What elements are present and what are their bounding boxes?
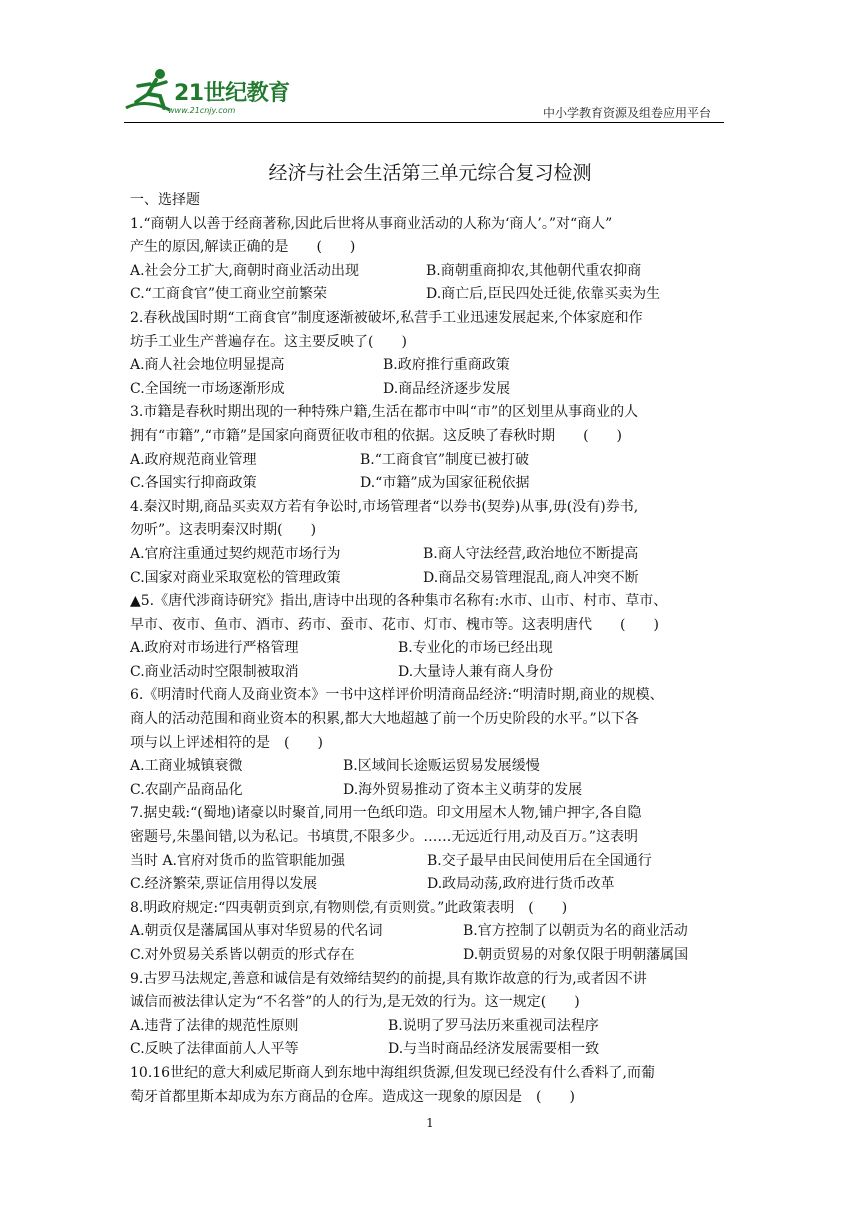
option-row <box>130 920 730 944</box>
answer-option[interactable]: 当时 A.官府对货币的监管职能加强 <box>130 852 346 869</box>
page-number: 1 <box>426 1116 434 1130</box>
answer-option[interactable]: C.商业活动时空限制被取消 <box>130 663 299 680</box>
answer-option[interactable]: B.政府推行重商政策 <box>383 357 510 374</box>
option-row <box>130 354 730 378</box>
answer-option[interactable]: C.反映了法律面前人人平等 <box>130 1041 299 1058</box>
page-title: 经济与社会生活第三单元综合复习检测 <box>268 162 592 184</box>
option-row <box>130 472 730 496</box>
question-stem-continued: 项与以上评述相符的是 ( ) <box>130 734 323 751</box>
logo-url: www.21cnjy.com <box>168 106 236 115</box>
question-stem: 2.春秋战国时期“工商食官”制度逐渐被破坏,私营手工业迅速发展起来,个体家庭和作 <box>130 309 643 326</box>
answer-option[interactable]: C.经济繁荣,票证信用得以发展 <box>130 876 318 893</box>
option-row <box>130 1038 730 1062</box>
answer-option[interactable]: A.官府注重通过契约规范市场行为 <box>130 545 341 562</box>
answer-option[interactable]: B.官方控制了以朝贡为名的商业活动 <box>463 923 688 940</box>
option-row <box>130 283 730 307</box>
answer-option[interactable]: C.对外贸易关系皆以朝贡的形式存在 <box>130 947 355 963</box>
answer-option[interactable]: B.交子最早由民间使用后在全国通行 <box>427 852 652 869</box>
option-row <box>130 661 730 685</box>
option-row <box>130 378 730 402</box>
question-stem-continued: 密题号,朱墨间错,以为私记。书填贯,不限多少。……无远近行用,动及百万。”这表明 <box>130 829 638 846</box>
answer-option[interactable]: C.“工商食官”使工商业空前繁荣 <box>130 286 327 303</box>
answer-option[interactable]: D.商亡后,臣民四处迁徙,依靠买卖为生 <box>426 286 661 303</box>
question-stem: 6.《明清时代商人及商业资本》一书中这样评价明清商品经济:“明清时期,商业的规模、 <box>130 687 664 704</box>
answer-option[interactable]: C.农副产品商品化 <box>130 781 243 798</box>
question-stem-continued: 拥有“市籍”,“市籍”是国家向商贾征收市租的依据。这反映了春秋时期 ( ) <box>130 427 623 444</box>
option-row <box>130 850 730 874</box>
answer-option[interactable]: D.朝贡贸易的对象仅限于明朝藩属国 <box>463 947 689 963</box>
option-row <box>130 755 730 779</box>
question-stem-continued: 勿听”。这表明秦汉时期( ) <box>130 522 317 539</box>
question-stem: 3.市籍是春秋时期出现的一种特殊户籍,生活在都市中叫“市”的区划里从事商业的人 <box>130 404 639 421</box>
question-stem-continued: 商人的活动范围和商业资本的积累,都大大地超越了前一个历史阶段的水平。”以下各 <box>130 711 639 728</box>
section-heading: 一、选择题 <box>130 192 200 208</box>
answer-option[interactable]: B.商朝重商抑农,其他朝代重农抑商 <box>426 262 642 279</box>
answer-option[interactable]: C.国家对商业采取宽松的管理政策 <box>130 569 341 586</box>
answer-option[interactable]: B.区域间长途贩运贸易发展缓慢 <box>343 758 540 775</box>
option-row <box>130 873 730 897</box>
question-stem-continued: 产生的原因,解读正确的是 ( ) <box>130 239 356 256</box>
question-stem: 7.据史载:“(蜀地)诸豪以时聚首,同用一色纸印造。印文用屋木人物,铺户押字,各自隐 <box>130 805 642 822</box>
answer-option[interactable]: D.商品交易管理混乱,商人冲突不断 <box>423 569 639 586</box>
answer-option[interactable]: A.政府规范商业管理 <box>130 451 257 468</box>
question-stem-continued: 早市、夜市、鱼市、酒市、药市、蚕市、花市、灯市、槐市等。这表明唐代 ( ) <box>130 616 659 633</box>
question-stem: ▲5.《唐代涉商诗研究》指出,唐诗中出现的各种集市名称有:水市、山市、村市、草市、 <box>130 593 668 610</box>
answer-option[interactable]: C.全国统一市场逐渐形成 <box>130 380 285 397</box>
answer-option[interactable]: B.说明了罗马法历来重视司法程序 <box>388 1017 599 1034</box>
question-stem-continued: 诚信而被法律认定为“不名誉”的人的行为,是无效的行为。这一规定( ) <box>130 994 580 1011</box>
question-stem: 1.“商朝人以善于经商著称,因此后世将从事商业活动的人称为‘商人’。”对“商人” <box>130 215 613 232</box>
answer-option[interactable]: D.与当时商品经济发展需要相一致 <box>388 1041 600 1058</box>
answer-option[interactable]: A.工商业城镇衰微 <box>130 758 243 775</box>
question-stem: 8.明政府规定:“四夷朝贡到京,有物则偿,有贡则赏。”此政策表明 ( ) <box>130 899 568 916</box>
answer-option[interactable]: B.“工商食官”制度已被打破 <box>360 451 530 468</box>
header-rule <box>124 122 724 123</box>
answer-option[interactable]: D.商品经济逐步发展 <box>383 380 511 397</box>
question-stem-continued: 坊手工业生产普遍存在。这主要反映了( ) <box>130 333 407 350</box>
option-row <box>130 449 730 473</box>
option-row <box>130 543 730 567</box>
option-row <box>130 260 730 284</box>
answer-option[interactable]: A.社会分工扩大,商朝时商业活动出现 <box>130 262 360 279</box>
answer-option[interactable]: A.商人社会地位明显提高 <box>130 357 285 374</box>
question-stem-continued: 萄牙首都里斯本却成为东方商品的仓库。造成这一现象的原因是 ( ) <box>130 1088 575 1105</box>
answer-option[interactable]: B.专业化的市场已经出现 <box>398 640 553 657</box>
answer-option[interactable]: A.政府对市场进行严格管理 <box>130 640 299 657</box>
answer-option[interactable]: C.各国实行抑商政策 <box>130 475 257 492</box>
option-row <box>130 1015 730 1039</box>
answer-option[interactable]: D.大量诗人兼有商人身份 <box>398 663 554 680</box>
option-row <box>130 567 730 591</box>
option-row <box>130 944 730 968</box>
option-row <box>130 637 730 661</box>
answer-option[interactable]: B.商人守法经营,政治地位不断提高 <box>423 545 639 562</box>
logo-text: 21世纪教育 <box>174 81 290 106</box>
page-header <box>0 0 860 130</box>
question-list <box>130 189 730 1109</box>
option-row <box>130 779 730 803</box>
question-stem: 4.秦汉时期,商品买卖双方若有争讼时,市场管理者“以券书(契券)从事,毋(没有)券书, <box>130 498 639 515</box>
answer-option[interactable]: D.政局动荡,政府进行货币改革 <box>427 876 615 893</box>
answer-option[interactable]: D.“市籍”成为国家征税依据 <box>360 475 530 492</box>
answer-option[interactable]: A.违背了法律的规范性原则 <box>130 1017 299 1034</box>
platform-label: 中小学教育资源及组卷应用平台 <box>543 106 712 120</box>
answer-option[interactable]: D.海外贸易推动了资本主义萌芽的发展 <box>343 781 583 798</box>
question-stem: 9.古罗马法规定,善意和诚信是有效缔结契约的前提,具有欺诈故意的行为,或者因不讲 <box>130 970 647 987</box>
question-stem: 10.16世纪的意大利威尼斯商人到东地中海组织货源,但发现已经没有什么香料了,而葡 <box>130 1064 655 1081</box>
answer-option[interactable]: A.朝贡仅是藩属国从事对华贸易的代名词 <box>130 923 383 940</box>
